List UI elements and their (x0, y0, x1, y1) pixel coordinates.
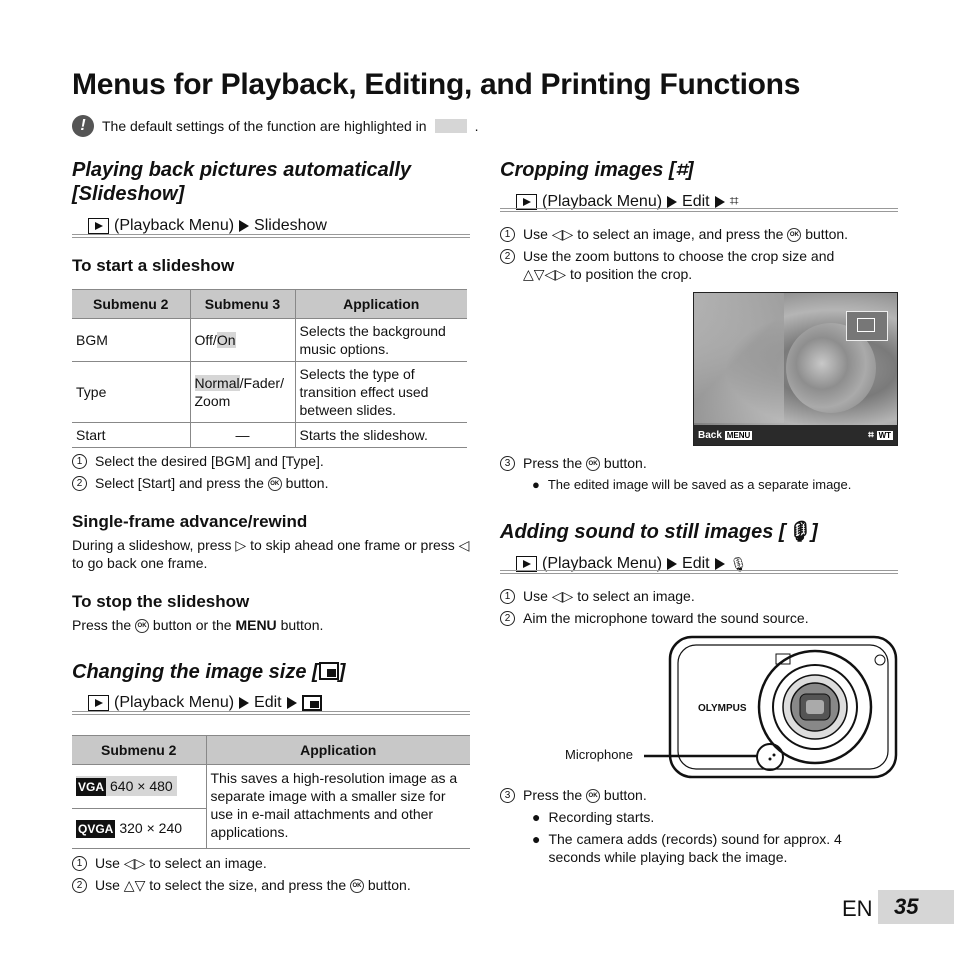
crop-step-3: 3 Press the OK button. (500, 454, 647, 472)
sound-heading: Adding sound to still images [🎙] (500, 521, 818, 543)
resize-heading: Changing the image size [ ] (72, 661, 346, 683)
crop-step-1: 1 Use ◁▷ to select an image, and press the OK button. (500, 225, 900, 243)
advance-text: During a slideshow, press ▷ to skip ahead one frame or press ◁ to go back one frame. (72, 537, 470, 571)
microphone-icon: 🎙 (729, 555, 748, 572)
table-row: BGM Off/On Selects the background music options. (72, 319, 467, 362)
sound-bullet-1: ● Recording starts. (532, 809, 655, 825)
lcd-status-bar: Back MENU ⌗ WT (694, 425, 897, 445)
microphone-icon: 🎙 (785, 521, 811, 543)
arrow-right-icon (239, 697, 249, 709)
playback-icon (88, 218, 109, 234)
stop-text: Press the OK button or the MENU button. (72, 617, 324, 633)
slideshow-section (72, 158, 472, 206)
table-row: Start — Starts the slideshow. (72, 423, 467, 448)
ok-button-icon: OK (787, 228, 801, 242)
crop-screen-image (693, 292, 898, 446)
highlight-swatch (435, 119, 467, 133)
arrow-right-icon (715, 558, 725, 570)
ok-button-icon: OK (586, 789, 600, 803)
arrow-right-icon (239, 220, 249, 232)
microphone-label: Microphone (565, 747, 633, 762)
default-settings-note: ! The default settings of the function are highlighted in . (72, 115, 478, 137)
page-title: Menus for Playback, Editing, and Printing Functions (72, 68, 801, 101)
table-row: Type Normal/Fader/ Zoom Selects the type of transition effect used between slides. (72, 362, 467, 423)
sound-step-1: 1 Use ◁▷ to select an image. (500, 587, 695, 605)
ok-button-icon: OK (586, 457, 600, 471)
divider (500, 570, 898, 574)
svg-text:OLYMPUS: OLYMPUS (698, 703, 747, 714)
crop-bullet: ● The edited image will be saved as a separate image. (532, 477, 852, 492)
resize-icon (319, 662, 339, 680)
resize-menu-path: (Playback Menu) Edit (88, 694, 322, 712)
start-slideshow-heading: To start a slideshow (72, 256, 235, 275)
arrow-right-icon (667, 558, 677, 570)
page-number: 35 (878, 890, 954, 924)
resize-step-1: 1 Use ◁▷ to select an image. (72, 854, 267, 872)
playback-icon (88, 695, 109, 711)
sound-step-3: 3 Press the OK button. (500, 786, 647, 804)
left-arrow-icon: ◁ (458, 537, 470, 553)
arrow-right-icon (715, 196, 725, 208)
note-text: The default settings of the function are highlighted in (102, 118, 427, 134)
language-label: EN (842, 896, 873, 921)
crop-menu-path: (Playback Menu) Edit ⌗ (516, 193, 739, 211)
slideshow-step-2: 2 Select [Start] and press the OK button. (72, 474, 328, 492)
advance-heading: Single-frame advance/rewind (72, 512, 308, 531)
resize-step-2: 2 Use △▽ to select the size, and press the OK button. (72, 876, 411, 894)
crop-heading: Cropping images [⌗] (500, 159, 694, 181)
ok-button-icon: OK (268, 477, 282, 491)
arrow-right-icon (287, 697, 297, 709)
crop-icon: ⌗ (729, 193, 739, 210)
table-row: VGA 640 × 480 This saves a high-resolution image as a separate image with a smaller size for use in e-mail attachments and other applications. (72, 765, 470, 809)
stop-heading: To stop the slideshow (72, 592, 250, 611)
slideshow-menu-path: (Playback Menu) Slideshow (88, 217, 327, 235)
ok-button-icon: OK (350, 879, 364, 893)
ok-button-icon: OK (135, 619, 149, 633)
sound-bullet-2: ● The camera adds (records) sound for approx. 4 seconds while playing back the image. (532, 831, 842, 865)
divider (72, 234, 470, 238)
divider (72, 711, 470, 715)
sound-menu-path: (Playback Menu) Edit 🎙 (516, 555, 747, 573)
right-arrow-icon: ▷ (235, 537, 247, 553)
crop-frame-indicator (846, 311, 888, 341)
arrow-right-icon (667, 196, 677, 208)
caution-icon: ! (72, 115, 94, 137)
resize-icon (302, 695, 322, 711)
divider (500, 208, 898, 212)
crop-icon: ⌗ (675, 159, 687, 181)
sound-step-2: 2 Aim the microphone toward the sound source. (500, 609, 809, 627)
slideshow-heading: Playing back pictures automatically [Slideshow] (72, 159, 412, 205)
slideshow-step-1: 1 Select the desired [BGM] and [Type]. (72, 452, 324, 470)
resize-table: Submenu 2 Application VGA 640 × 480 This saves a high-resolution image as a separate image with a smaller size for use in e-mail attachments and other applications. QVGA 320 × 240 (72, 735, 470, 849)
table-row: QVGA 320 × 240 (72, 809, 470, 849)
crop-step-2: 2 Use the zoom buttons to choose the crop size and △▽◁▷ to position the crop. (500, 247, 900, 283)
slideshow-table: Submenu 2 Submenu 3 Application BGM Off/On Selects the background music options. Type Normal/Fader/ Zoom Selects the type of transition effect used between slides. Start — Starts the slideshow. (72, 289, 467, 448)
